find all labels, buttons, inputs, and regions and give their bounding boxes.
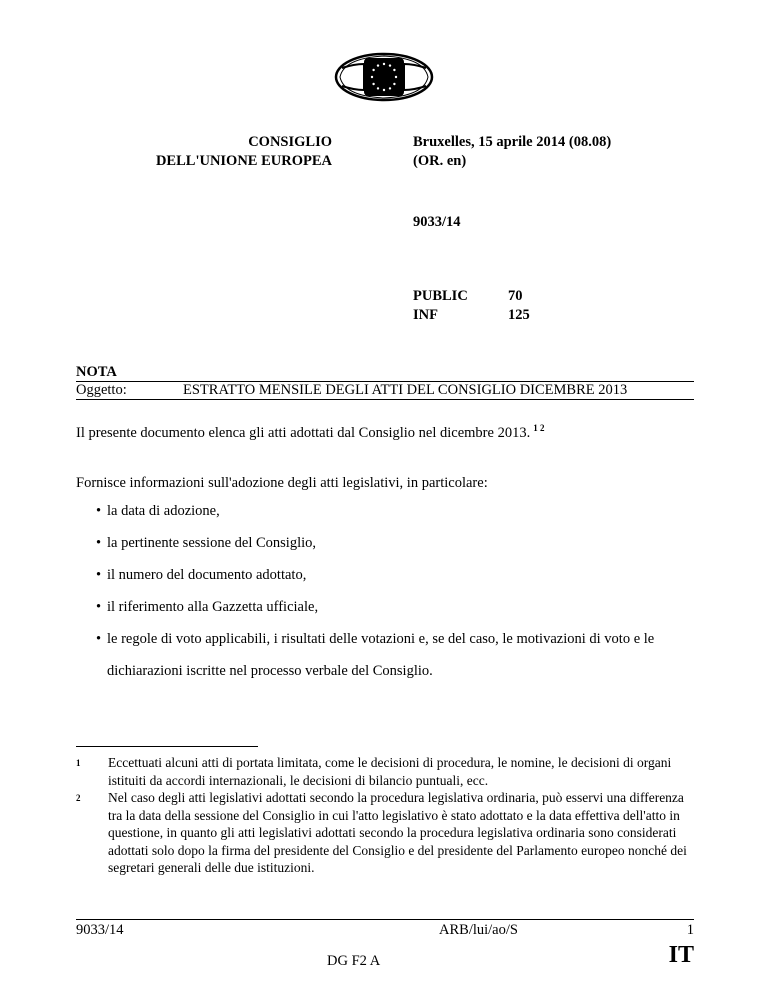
footer-reference: ARB/lui/ao/S [439,922,518,938]
footnote [76,754,696,789]
language-code: IT [668,942,694,968]
classification-code: PUBLIC [413,288,468,304]
classification-number: 125 [508,307,530,323]
council-emblem-icon [334,52,434,102]
subject-bottom-rule [76,399,694,400]
org-line-1: CONSIGLIO [248,134,332,150]
issuing-body [156,133,332,171]
footnote-text: Eccettuati alcuni atti di portata limitata, come le decisioni di procedura, le nomine, le decisioni di organi istituiti da accordi internazionali, le decisioni di bilancio puntuali, ecc. [108,755,672,788]
lead-paragraph: Fornisce informazioni sull'adozione degli atti legislativi, in particolare: [76,475,488,491]
footnote-text: Nel caso degli atti legislativi adottati secondo la procedura legislativa ordinaria, può esservi una differenza tra la data della sessione del Consiglio in cui l'atto legislativo è stato adottato e la data effettiva dell'atto in questione, in quanto gli atti legislativi adottati secondo la procedura legislativa ordinaria sono considerati adottati solo dopo la firma del presidente del Consiglio e del presidente del Parlamento europeo nonché dei segretari generali delle due istituzioni. [108,790,687,875]
classification-row [413,306,530,325]
place-date-block [413,133,611,171]
footnote [76,789,696,877]
classification-number: 70 [508,288,523,304]
footnote-separator [76,746,258,747]
document-number: 9033/14 [413,214,461,230]
subject-label: Oggetto: [76,382,127,398]
page-number: 1 [686,922,694,938]
list-item: • il riferimento alla Gazzetta ufficiale, [76,597,716,617]
note-type: NOTA [76,364,117,380]
list-item: • il numero del documento adottato, [76,565,716,585]
subject-text: ESTRATTO MENSILE DEGLI ATTI DEL CONSIGLIO DICEMBRE 2013 [183,382,628,398]
list-item: • la pertinente sessione del Consiglio, [76,533,716,553]
bullet-list [76,501,716,699]
footer-doc-number: 9033/14 [76,922,124,938]
footnote-refs: 1 2 [533,423,545,433]
footnote-number: 1 [76,758,81,768]
classification-block [413,287,530,325]
footer-directorate: DG F2 A [327,953,381,969]
org-line-2: DELL'UNIONE EUROPEA [155,153,332,169]
footer-rule [76,919,694,920]
list-item: • le regole di voto applicabili, i risultati delle votazioni e, se del caso, le motivazioni di voto e le dichiarazioni iscritte nel processo verbale del Consiglio. [76,623,716,687]
place-date: Bruxelles, 15 aprile 2014 (08.08) [413,134,612,150]
classification-row [413,287,530,306]
list-item: • la data di adozione, [76,501,716,521]
footnote-number: 2 [76,793,81,803]
intro-text: Il presente documento elenca gli atti adottati dal Consiglio nel dicembre 2013. [76,425,531,441]
intro-paragraph [76,423,544,442]
original-language: (OR. en) [413,153,467,169]
classification-code: INF [413,307,438,323]
